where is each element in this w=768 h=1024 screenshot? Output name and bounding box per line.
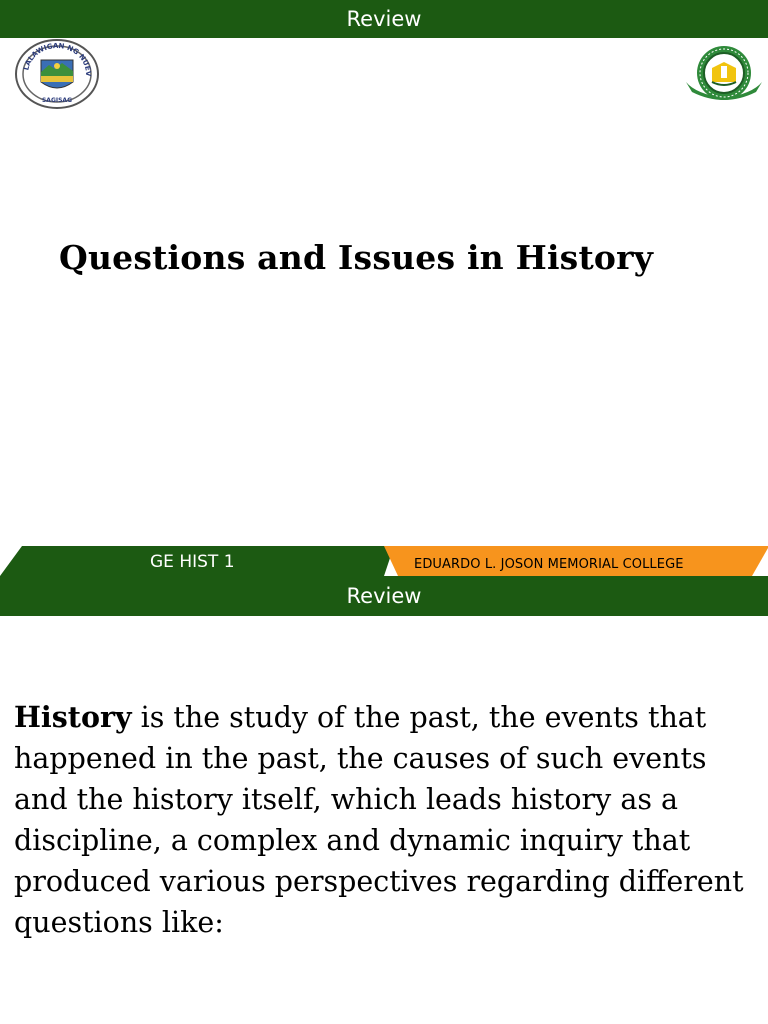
body-paragraph	[14, 697, 759, 943]
seal-top-text: LALAWIGAN NG NUEV	[22, 41, 93, 77]
slide-header-label: Review	[346, 7, 422, 31]
footer-college-name: EDUARDO L. JOSON MEMORIAL COLLEGE	[414, 557, 684, 572]
slide-header-label: Review	[346, 584, 422, 608]
footer-course-label: GE HIST 1	[150, 552, 235, 572]
province-seal-icon	[14, 38, 100, 110]
slide-title: Questions and Issues in History	[59, 238, 654, 277]
seal-bottom-text: SAGISAG	[41, 97, 73, 104]
slide-header-bar	[0, 0, 768, 38]
paragraph-text: is the study of the past, the events that happened in the past, the causes of such events and the history itself, which leads history as a discipline, a complex and dynamic inquiry that produced various perspectives regarding different questions like:	[14, 701, 744, 939]
slide-header-bar	[0, 576, 768, 616]
paragraph-lead-term: History	[14, 700, 132, 734]
college-seal-icon	[682, 42, 766, 108]
